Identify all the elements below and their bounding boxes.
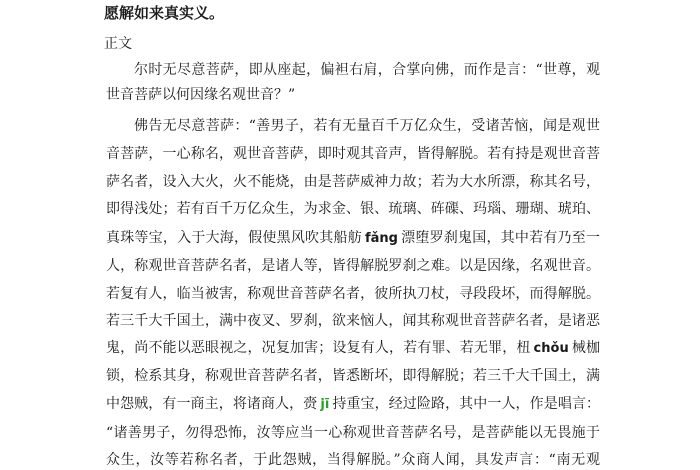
text-line: 世音菩萨以何因缘名观世音？” xyxy=(106,87,296,103)
text-line: 众生，汝等若称名者，于此怨贼，当得解脱。”众商人闻，具发声言：“南无观 xyxy=(106,452,600,468)
text-segment: 械枷 xyxy=(571,340,600,356)
text-line: 即得浅处；若有百千万亿众生，为求金、银、琉璃、砗磲、玛瑙、珊瑚、琥珀、 xyxy=(106,201,600,217)
section-label: 正文 xyxy=(104,36,132,52)
text-line-with-pinyin xyxy=(106,338,600,359)
text-segment: 漂堕罗刹鬼国，其中若有乃至一 xyxy=(400,230,600,246)
text-line-with-pinyin xyxy=(106,228,600,249)
text-segment: 真珠等宝，入于大海，假使黑风吹其船舫 xyxy=(106,230,362,246)
text-line: 若复有人，临当被害，称观世音菩萨名者，彼所执刀杖，寻段段坏，而得解脱。 xyxy=(106,286,600,302)
text-line: 锁，检系其身，称观世音菩萨名者，皆悉断坏，即得解脱；若三千大千国土，满 xyxy=(106,368,600,384)
pinyin-annotation: fǎng xyxy=(364,231,398,246)
text-segment: 持重宝，经过险路，其中一人，作是唱言： xyxy=(332,396,600,412)
pinyin-annotation: chǒu xyxy=(533,341,569,356)
text-line: 萨名者，设入大火，火不能烧，由是菩萨威神力故；若为大水所漂，称其名号， xyxy=(106,174,600,190)
text-line: 尔时无尽意菩萨，即从座起，偏袒右肩，合掌向佛，而作是言：“世尊，观 xyxy=(134,62,600,78)
text-line: “诸善男子，勿得恐怖，汝等应当一心称观世音菩萨名号，是菩萨能以无畏施于 xyxy=(106,425,600,441)
pinyin-annotation: jī xyxy=(320,397,330,412)
text-line: 佛告无尽意菩萨：“善男子，若有无量百千万亿众生，受诸苦恼，闻是观世 xyxy=(134,118,600,134)
text-segment: 中怨贼，有一商主，将诸商人，赍 xyxy=(106,396,318,412)
text-line: 人，称观世音菩萨名者，是诸人等，皆得解脱罗刹之难。以是因缘，名观世音。 xyxy=(106,258,600,274)
section-heading: 愿解如来真实义。 xyxy=(104,4,225,22)
text-line-with-pinyin xyxy=(106,394,600,415)
text-line: 音菩萨，一心称名，观世音菩萨，即时观其音声，皆得解脱。若有持是观世音菩 xyxy=(106,146,600,162)
text-segment: 鬼，尚不能以恶眼视之，况复加害；设复有人，若有罪、若无罪，杻 xyxy=(106,340,531,356)
text-line: 若三千大千国土，满中夜叉、罗刹，欲来恼人，闻其称观世音菩萨名者，是诸恶 xyxy=(106,313,600,329)
